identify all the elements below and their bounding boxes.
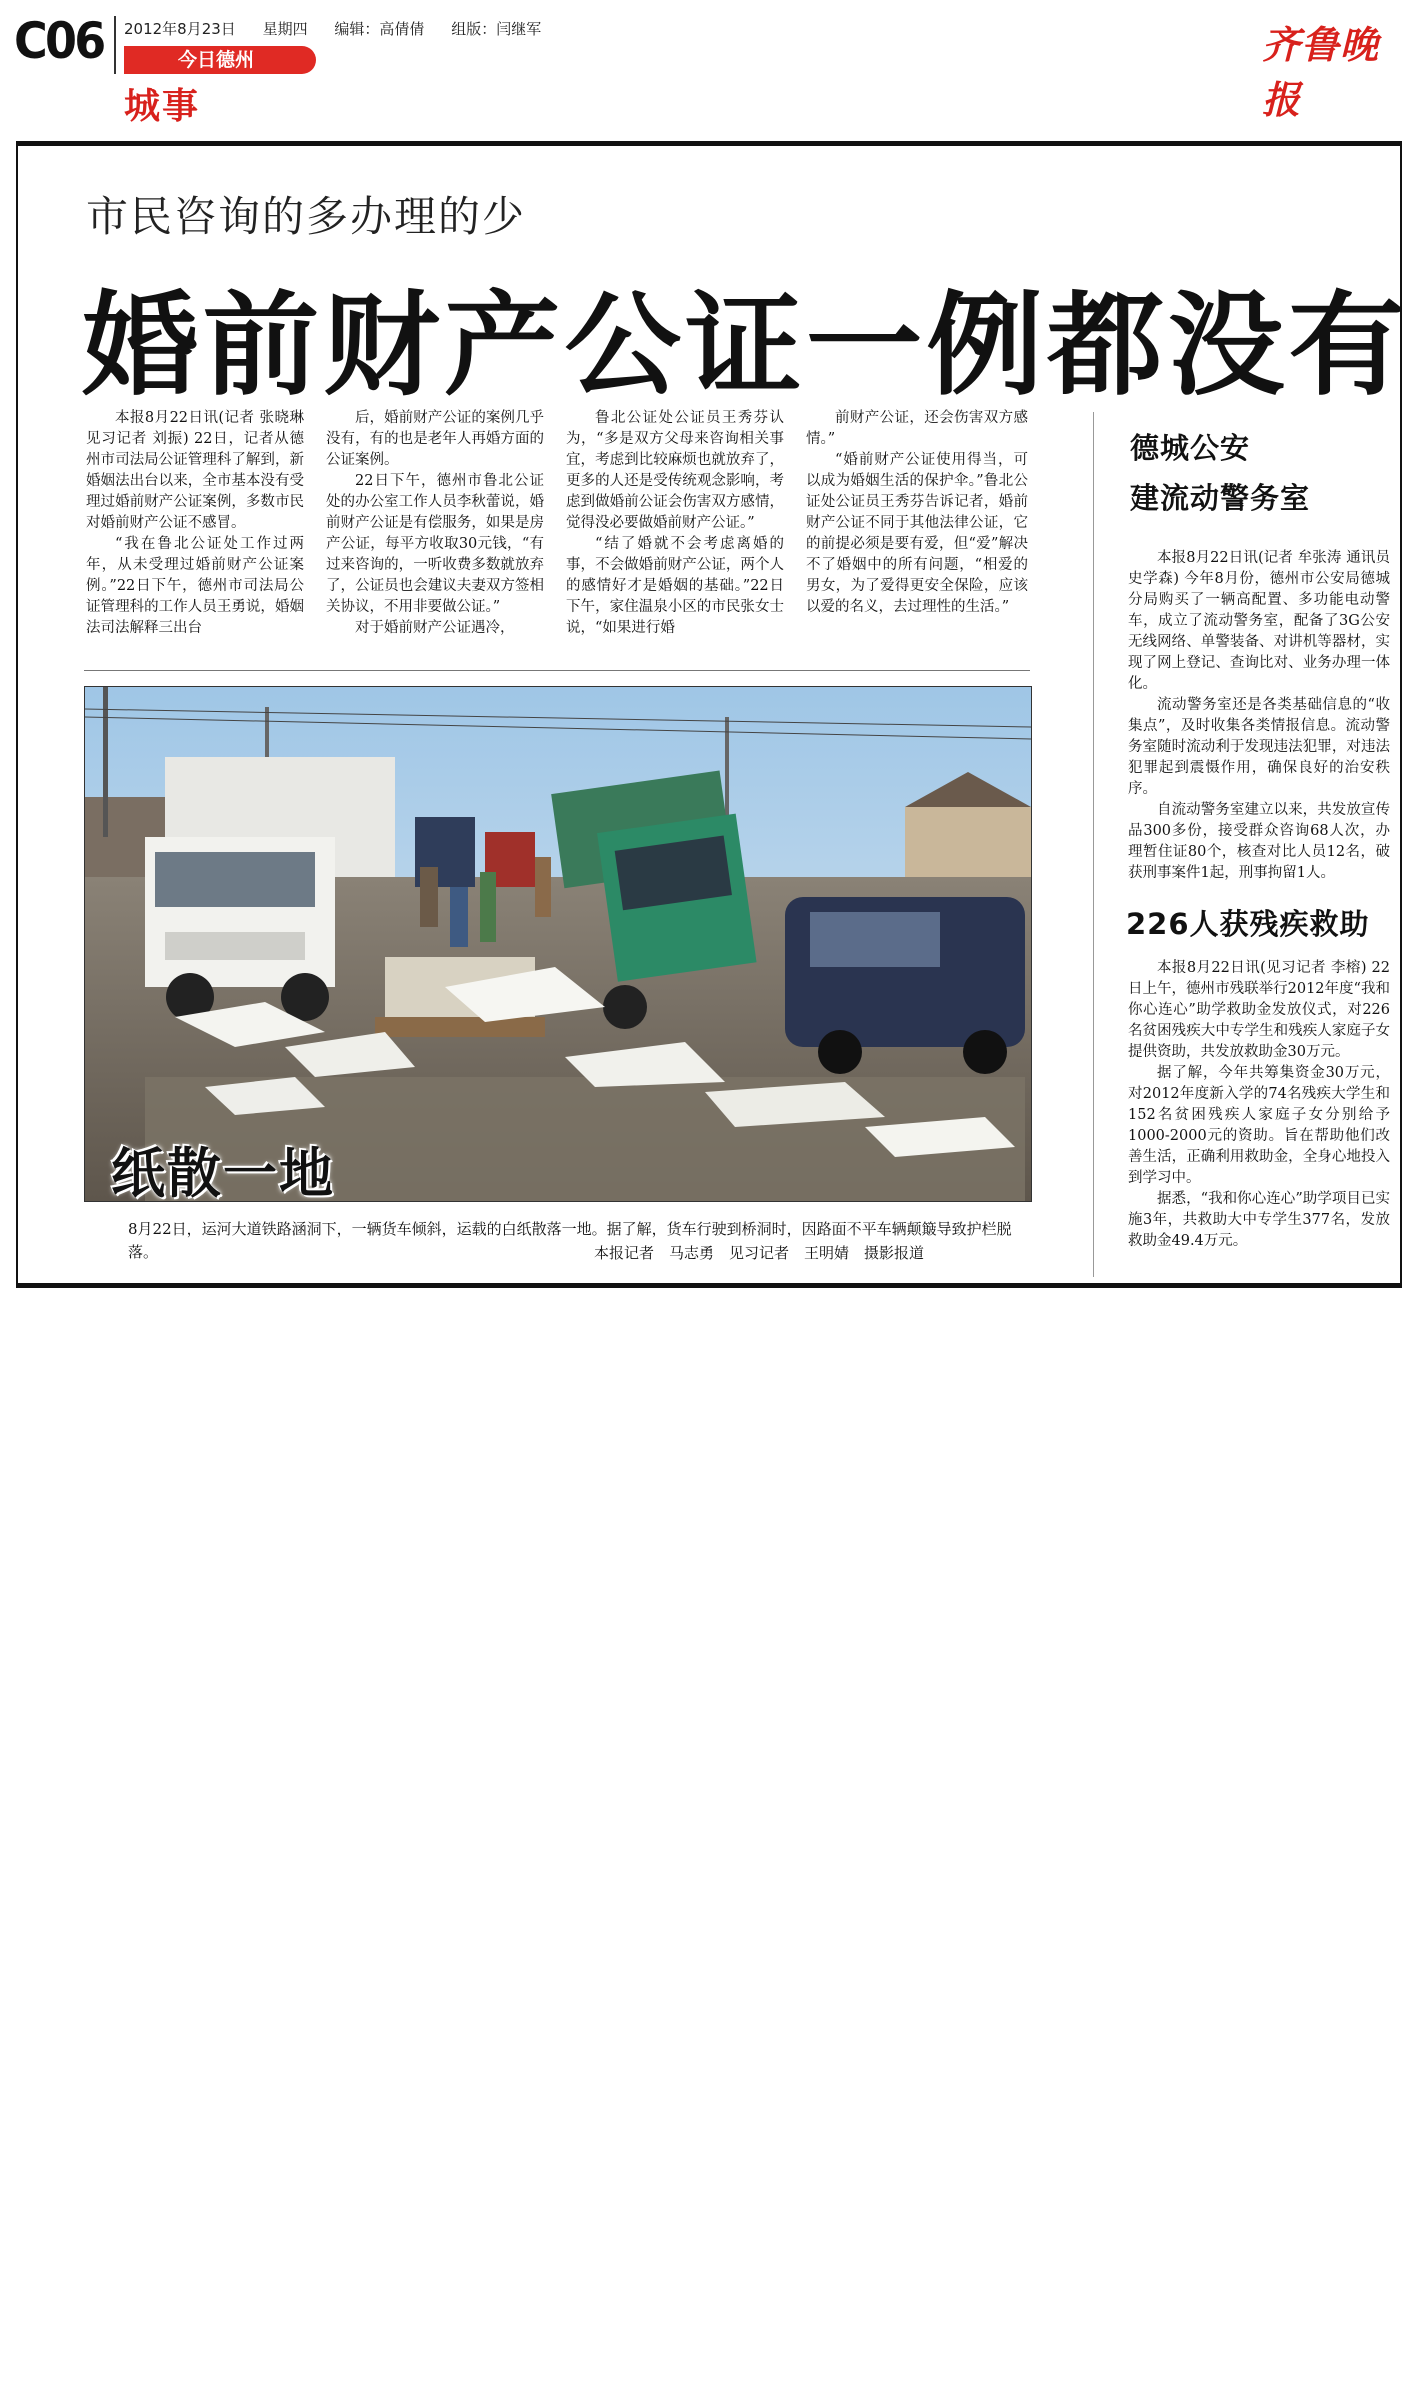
paragraph: 本报8月22日讯(记者 牟张涛 通讯员 史学森) 今年8月份，德州市公安局德城分局购买了一辆高配置、多功能电动警车，成立了流动警务室，配备了3G公安无线网络、单警装备、对讲机等器材，实现了网上登记、查询比对、业务办理一体化。: [1128, 550, 1390, 692]
paragraph: 本报8月22日讯(记者 张晓琳 见习记者 刘振) 22日，记者从德州市司法局公证管理科了解到，新婚姻法出台以来，全市基本没有受理过婚前财产公证案例，多数市民对婚前财产公证不感冒。: [86, 410, 304, 531]
issue-weekday: 星期四: [262, 20, 308, 38]
paragraph: 后，婚前财产公证的案例几乎没有，有的也是老年人再婚方面的公证案例。: [326, 410, 544, 468]
paragraph: 自流动警务室建立以来，共发放宣传品300多份，接受群众咨询68人次，办理暂住证80个，核查对比人员12名，破获刑事案件1起，刑事拘留1人。: [1128, 802, 1390, 881]
story-divider: [84, 670, 1030, 671]
side-story-1-title-line2: 建流动警务室: [1130, 481, 1311, 515]
header-meta: [124, 18, 563, 39]
paragraph: “婚前财产公证使用得当，可以成为婚姻生活的保护伞。”鲁北公证处公证员王秀芬告诉记者，婚前财产公证不同于其他法律公证，它的前提必须是要有爱，但“爱”解决不了婚姻中的所有问题，“相爱的男女，为了爱得更安全保险，应该以爱的名义，去过理性的生活。”: [806, 452, 1028, 615]
paragraph: 前财产公证，还会伤害双方感情。”: [806, 410, 1028, 447]
paragraph: 本报8月22日讯(见习记者 李榕) 22日上午，德州市残联举行2012年度“我和你心连心”助学救助金发放仪式，对226名贫困残疾大中专学生和残疾人家庭子女提供资助，共发放救助金30万元。: [1128, 960, 1390, 1060]
paragraph: “我在鲁北公证处工作过两年，从未受理过婚前财产公证案例。”22日下午，德州市司法局公证管理科的工作人员王勇说，婚姻法司法解释三出台: [86, 536, 304, 636]
news-photo: [84, 686, 1032, 1202]
header-divider: [114, 16, 116, 74]
page-number: C06: [14, 12, 104, 70]
story-headline: 婚前财产公证一例都没有: [82, 281, 1410, 411]
paragraph: “结了婚就不会考虑离婚的事，不会做婚前财产公证，两个人的感情好才是婚姻的基础。”22日下午，家住温泉小区的市民张女士说，“如果进行婚: [566, 536, 784, 636]
paragraph: 据了解，今年共筹集资金30万元，对2012年度新入学的74名残疾大学生和152名贫困残疾人家庭子女分别给予1000-2000元的资助。旨在帮助他们改善生活，正确利用救助金，全身心地投入到学习中。: [1128, 1065, 1390, 1186]
side-column-divider: [1093, 412, 1094, 1277]
photo-overlay-title: 纸散一地: [111, 1142, 335, 1202]
photo-caption: 8月22日，运河大道铁路涵洞下，一辆货车倾斜，运载的白纸散落一地。据了解，货车行驶到桥洞时，因路面不平车辆颠簸导致护栏脱落。: [128, 1220, 1012, 1261]
side-story-2-title: 226人获残疾救助: [1126, 907, 1370, 941]
section-tag: 今日德州: [124, 46, 316, 74]
story-kicker: 市民咨询的多办理的少: [86, 192, 527, 241]
newspaper-masthead: 齐鲁晚报: [1262, 22, 1380, 122]
frame-left: [16, 141, 18, 1286]
bottom-rule: [16, 1283, 1402, 1288]
paragraph: 据悉，“我和你心连心”助学项目已实施3年，共救助大中专学生377名，发放救助金49.4万元。: [1128, 1191, 1390, 1249]
section-name: 城事: [124, 86, 201, 127]
paragraph: 鲁北公证处公证员王秀芬认为，“多是双方父母来咨询相关事宜，考虑到比较麻烦也就放弃了，更多的人还是受传统观念影响，考虑到做婚前公证会伤害双方感情，觉得没必要做婚前财产公证。”: [566, 410, 784, 531]
layout-credit: 组版：闫继军: [451, 20, 542, 38]
story-column-3: [566, 408, 784, 658]
paragraph: 流动警务室还是各类基础信息的“收集点”，及时收集各类情报信息。流动警务室随时流动利于发现违法犯罪，对违法犯罪起到震慑作用，确保良好的治安秩序。: [1128, 697, 1390, 797]
side-story-2-body: [1128, 958, 1390, 1278]
story-column-1: [86, 408, 304, 658]
top-rule: [16, 141, 1402, 146]
photo-credit: 本报记者 马志勇 见习记者 王明婧 摄影报道: [594, 1244, 925, 1262]
side-story-1-body: [1128, 548, 1390, 884]
truck-scene-illustration: [85, 687, 1031, 1201]
issue-date: 2012年8月23日: [124, 20, 236, 38]
editor-credit: 编辑：高倩倩: [334, 20, 425, 38]
side-story-1-title-line1: 德城公安: [1130, 431, 1251, 465]
paragraph: 对于婚前财产公证遇冷，: [355, 620, 515, 636]
paragraph: 22日下午，德州市鲁北公证处的办公室工作人员李秋蕾说，婚前财产公证是有偿服务，如果是房产公证，每平方收取30元钱，“有过来咨询的，一听收费多数就放弃了，公证员也会建议夫妻双方签相关协议，不用非要做公证。”: [326, 473, 544, 615]
story-column-2: [326, 408, 544, 658]
story-column-4: [806, 408, 1028, 658]
